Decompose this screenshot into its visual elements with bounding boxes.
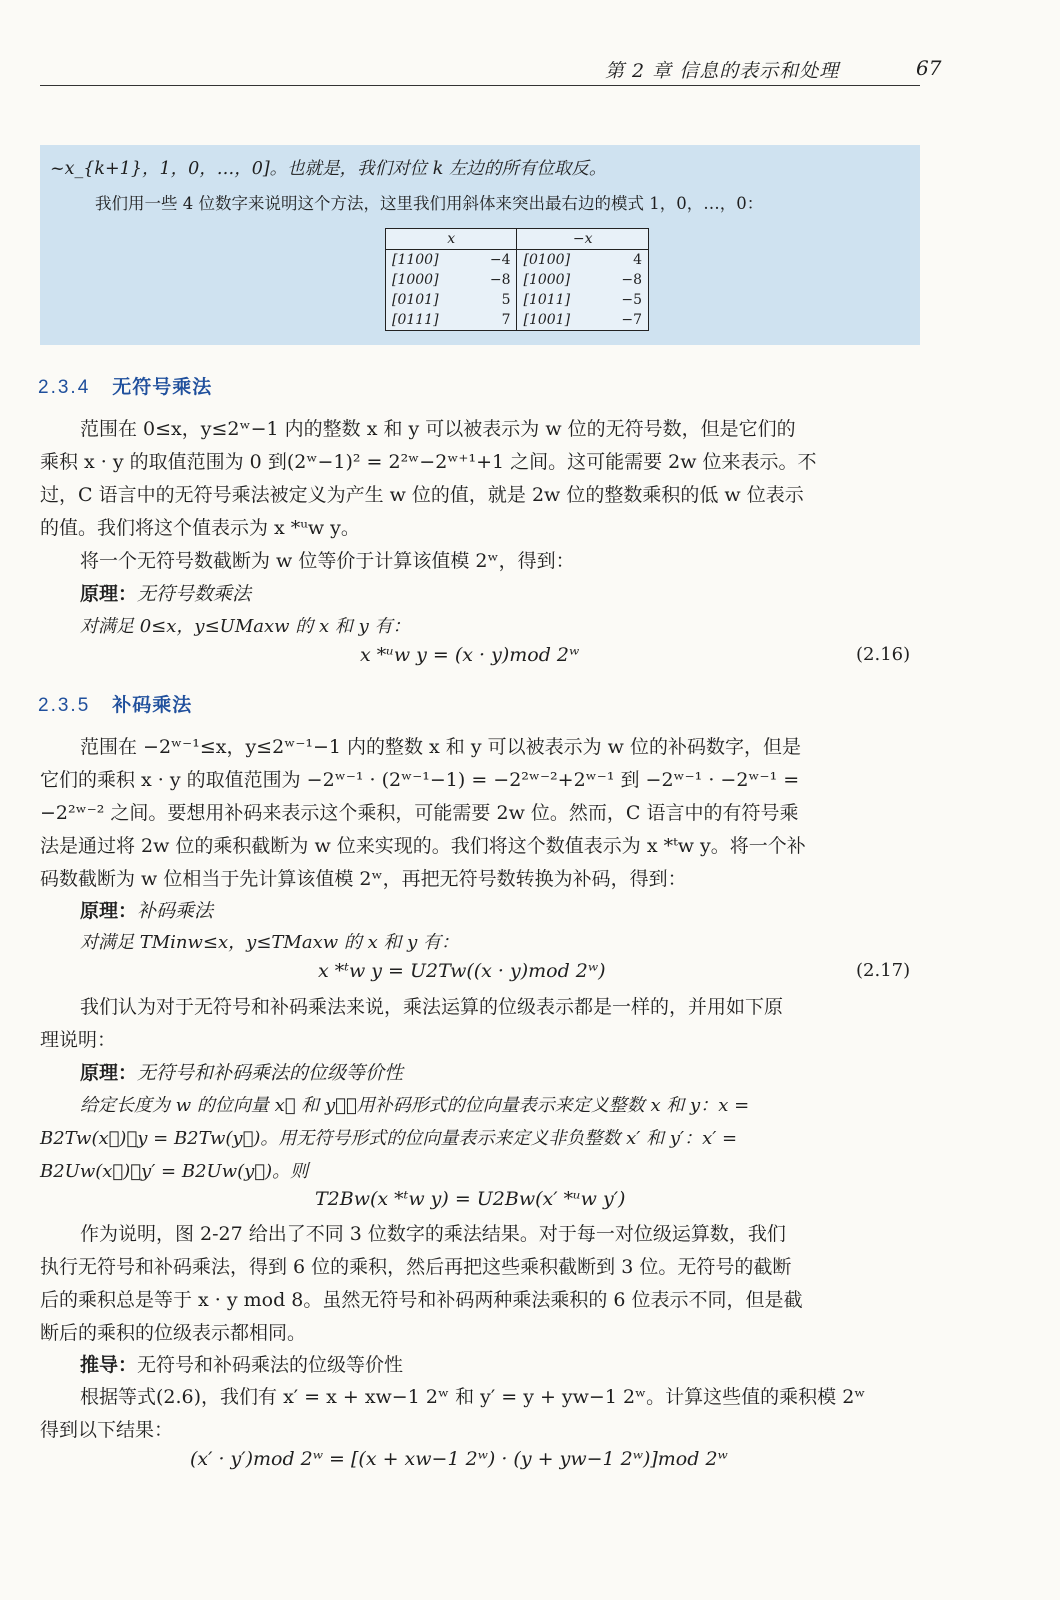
table-row (386, 250, 649, 271)
paragraph-line: 理说明： (40, 1029, 117, 1051)
table-row (386, 270, 649, 290)
table-cell: [0111] (386, 310, 470, 331)
principle-label: 原理： (80, 1062, 138, 1084)
section-heading-2-3-4 (38, 372, 212, 399)
table-header-negx: −x (517, 229, 649, 250)
principle-condition: 对满足 0≤x，y≤UMaxw 的 x 和 y 有： (80, 616, 411, 637)
table-cell: −4 (470, 250, 517, 271)
equation-bit-equivalence: T2Bw(x *ᵗw y) = U2Bw(x′ *ᵘw y′) (315, 1188, 626, 1210)
table-cell: −7 (601, 310, 648, 331)
paragraph-line: 乘积 x · y 的取值范围为 0 到(2ʷ−1)² = 2²ʷ−2ʷ⁺¹+1 之间。这可能需要 2w 位来表示。不 (40, 451, 817, 473)
principle-label: 原理： (80, 900, 138, 922)
paragraph-line: 根据等式(2.6)，我们有 x′ = x + xw−1 2ʷ 和 y′ = y + yw−1 2ʷ。计算这些值的乘积模 2ʷ (80, 1386, 866, 1408)
paragraph-line: 过，C 语言中的无符号乘法被定义为产生 w 位的值，就是 2w 位的整数乘积的低 w 位表示 (40, 484, 804, 506)
paragraph-line: 执行无符号和补码乘法，得到 6 位的乘积，然后再把这些乘积截断到 3 位。无符号的截断 (40, 1256, 792, 1278)
paragraph-line: 给定长度为 w 的位向量 x⃗ 和 y⃗，用补码形式的位向量表示来定义整数 x 和 y：x = (80, 1095, 750, 1116)
section-title: 补码乘法 (112, 695, 193, 716)
table-cell: [1000] (386, 270, 470, 290)
paragraph-line: 作为说明，图 2-27 给出了不同 3 位数字的乘法结果。对于每一对位级运算数，我们 (80, 1223, 786, 1245)
principle-label: 原理： (80, 583, 138, 605)
paragraph-line: 范围在 0≤x，y≤2ʷ−1 内的整数 x 和 y 可以被表示为 w 位的无符号数，但是它们的 (80, 418, 796, 440)
paragraph-line: 法是通过将 2w 位的乘积截断为 w 位来实现的。我们将这个数值表示为 x *ᵗw y。将一个补 (40, 835, 806, 857)
paragraph-line: 后的乘积总是等于 x · y mod 8。虽然无符号和补码两种乘法乘积的 6 位表示不同，但是截 (40, 1289, 803, 1311)
equation-number: (2.16) (856, 644, 911, 665)
paragraph-line: 断后的乘积的位级表示都相同。 (40, 1322, 307, 1344)
principle-title: 无符号和补码乘法的位级等价性 (137, 1062, 404, 1084)
section-title: 无符号乘法 (112, 377, 213, 398)
principle-title: 无符号数乘法 (137, 583, 252, 605)
table-row (386, 290, 649, 310)
header-rule (40, 85, 920, 86)
paragraph-line: 将一个无符号数截断为 w 位等价于计算该值模 2ʷ，得到： (80, 550, 575, 572)
paragraph-line: 范围在 −2ʷ⁻¹≤x，y≤2ʷ⁻¹−1 内的整数 x 和 y 可以被表示为 w 位的补码数字，但是 (80, 736, 801, 758)
table-header-x: x (386, 229, 517, 250)
table-cell: 7 (470, 310, 517, 331)
paragraph-line: B2Uw(x⃗)，y′ = B2Uw(y⃗)。则 (40, 1161, 309, 1182)
principle-line (80, 1058, 920, 1085)
table-cell: [1011] (517, 290, 601, 310)
table-cell: [0100] (517, 250, 601, 271)
table-cell: −5 (601, 290, 648, 310)
aside-line-1: ~x_{k+1}，1，0，…，0]。也就是，我们对位 k 左边的所有位取反。 (50, 159, 607, 179)
table-cell: −8 (601, 270, 648, 290)
table-cell: [1001] (517, 310, 601, 331)
section-heading-2-3-5 (38, 690, 192, 717)
table-cell: 5 (470, 290, 517, 310)
principle-line (80, 579, 920, 606)
page-header (40, 52, 942, 84)
table-cell: −8 (470, 270, 517, 290)
table-row (386, 310, 649, 331)
table-cell: [1100] (386, 250, 470, 271)
principle-condition: 对满足 TMinw≤x，y≤TMaxw 的 x 和 y 有： (80, 932, 460, 953)
equation-2-17: x *ᵗw y = U2Tw((x · y)mod 2ʷ) (318, 960, 606, 982)
paragraph-line: 它们的乘积 x · y 的取值范围为 −2ʷ⁻¹ · (2ʷ⁻¹−1) = −2²ʷ⁻²+2ʷ⁻¹ 到 −2ʷ⁻¹ · −2ʷ⁻¹ = (40, 769, 800, 791)
paragraph-line: 码数截断为 w 位相当于先计算该值模 2ʷ，再把无符号数转换为补码，得到： (40, 868, 687, 890)
page-number: 67 (916, 56, 942, 80)
table-cell: [0101] (386, 290, 470, 310)
table-cell: 4 (601, 250, 648, 271)
derivation-title: 无符号和补码乘法的位级等价性 (137, 1354, 404, 1376)
equation-number: (2.17) (856, 960, 911, 981)
table-cell: [1000] (517, 270, 601, 290)
equation-product-mod: (x′ · y′)mod 2ʷ = [(x + xw−1 2ʷ) · (y + yw−1 2ʷ)]mod 2ʷ (190, 1448, 728, 1470)
derivation-label: 推导： (80, 1354, 138, 1376)
principle-line (80, 896, 920, 923)
paragraph-line: −2²ʷ⁻² 之间。要想用补码来表示这个乘积，可能需要 2w 位。然而，C 语言中的有符号乘 (40, 802, 799, 824)
aside-box (40, 145, 920, 345)
principle-title: 补码乘法 (137, 900, 214, 922)
section-number: 2.3.4 (38, 377, 91, 398)
aside-line-2: 我们用一些 4 位数字来说明这个方法，这里我们用斜体来突出最右边的模式 1，0，…，0： (95, 194, 764, 213)
paragraph-line: 的值。我们将这个值表示为 x *ᵘw y。 (40, 517, 360, 539)
section-number: 2.3.5 (38, 695, 91, 716)
paragraph-line: 得到以下结果： (40, 1419, 174, 1441)
chapter-title: 第 2 章 信息的表示和处理 (605, 60, 840, 82)
paragraph-line: 我们认为对于无符号和补码乘法来说，乘法运算的位级表示都是一样的，并用如下原 (80, 996, 784, 1018)
derivation-line (80, 1350, 920, 1377)
paragraph-line: B2Tw(x⃗)，y = B2Tw(y⃗)。用无符号形式的位向量表示来定义非负整数 x′ 和 y′：x′ = (40, 1128, 738, 1149)
negation-table (385, 228, 649, 331)
equation-2-16: x *ᵘw y = (x · y)mod 2ʷ (360, 644, 580, 666)
